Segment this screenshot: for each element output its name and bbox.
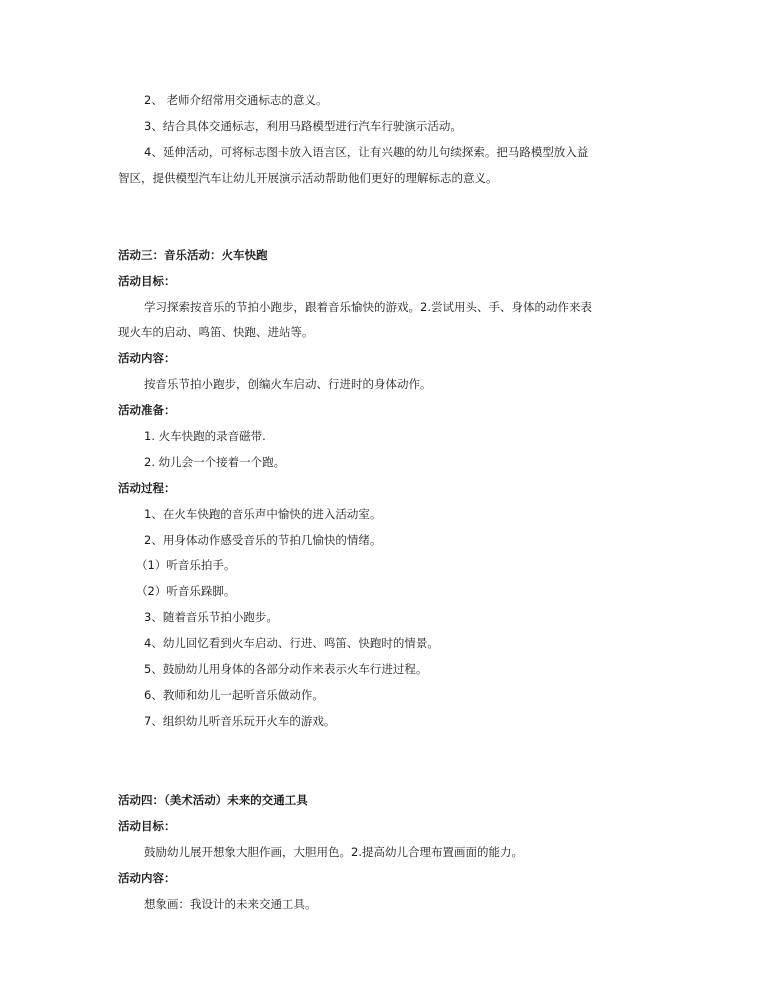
activity3-process-label: 活动过程： [118, 481, 176, 495]
activity3-process-item: 3、随着音乐节拍小跑步。 [144, 610, 278, 624]
activity3-goal-line-2: 现火车的启动、鸣笛、快跑、进站等。 [118, 325, 314, 339]
activity3-process-item: 1、在火车快跑的音乐声中愉快的进入活动室。 [144, 507, 382, 521]
activity3-process-item: 5、鼓励幼儿用身体的各部分动作来表示火车行进过程。 [144, 662, 428, 676]
activity3-process-item: 7、组织幼儿听音乐玩开火车的游戏。 [144, 714, 336, 728]
activity4-content-text: 想象画：我设计的未来交通工具。 [144, 897, 317, 911]
step-4-line-1: 4、延伸活动，可将标志图卡放入语言区，让有兴趣的幼儿句续探索。把马路模型放入益 [144, 145, 589, 159]
activity3-title: 活动三：音乐活动：火车快跑 [118, 248, 268, 262]
activity3-prep-label: 活动准备： [118, 403, 176, 417]
activity3-process-item: 6、教师和幼儿一起听音乐做动作。 [144, 688, 324, 702]
activity4-goal-text: 鼓励幼儿展开想象大胆作画，大胆用色。2.提高幼儿合理布置画面的能力。 [144, 845, 523, 859]
activity3-process-item: 4、幼儿回忆看到火车启动、行进、鸣笛、快跑时的情景。 [144, 636, 439, 650]
step-3: 3、结合具体交通标志，利用马路模型进行汽车行驶演示活动。 [144, 119, 462, 133]
activity3-content-label: 活动内容： [118, 351, 176, 365]
activity3-process-subitem: （2）听音乐跺脚。 [136, 584, 236, 598]
activity3-process-subitem: （1）听音乐拍手。 [136, 558, 236, 572]
step-4-line-2: 智区，提供模型汽车让幼儿开展演示活动帮助他们更好的理解标志的意义。 [118, 171, 498, 185]
activity3-goal-label: 活动目标： [118, 274, 176, 288]
activity4-content-label: 活动内容： [118, 871, 176, 885]
activity4-title: 活动四：（美术活动）未来的交通工具 [118, 793, 308, 807]
activity3-goal-line-1: 学习探索按音乐的节拍小跑步，跟着音乐愉快的游戏。2.尝试用头、手、身体的动作来表 [144, 300, 592, 314]
activity4-goal-label: 活动目标： [118, 819, 176, 833]
activity3-content-text: 按音乐节拍小跑步，创编火车启动、行进时的身体动作。 [144, 377, 432, 391]
step-2: 2、 老师介绍常用交通标志的意义。 [144, 93, 328, 107]
activity3-prep-item: 1. 火车快跑的录音磁带. [144, 429, 266, 443]
activity3-process-item: 2、用身体动作感受音乐的节拍几愉快的情绪。 [144, 533, 382, 547]
activity3-prep-item: 2. 幼儿会一个接着一个跑。 [144, 455, 286, 469]
